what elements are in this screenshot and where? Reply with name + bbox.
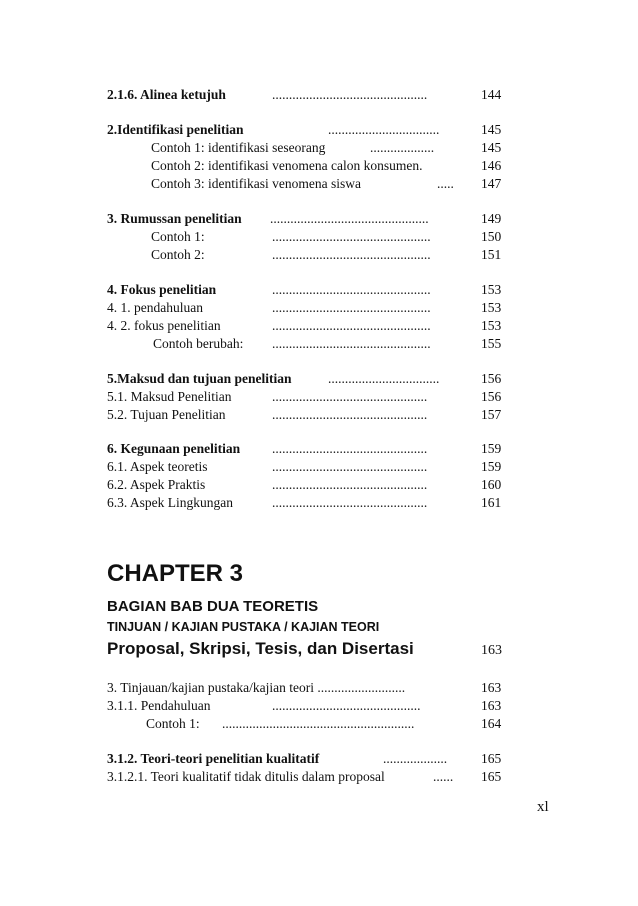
toc-entry-dots: ...... bbox=[433, 769, 454, 784]
toc-entry-dots: ............................................... bbox=[272, 247, 431, 262]
toc-entry bbox=[0, 476, 638, 494]
toc-entry-page: 146 bbox=[481, 158, 502, 173]
toc-entry bbox=[0, 370, 638, 388]
toc-entry-page: 159 bbox=[481, 441, 502, 456]
toc-entry-label: 6.3. Aspek Lingkungan bbox=[107, 495, 233, 510]
toc-entry-dots: .............................................. bbox=[272, 495, 428, 510]
toc-entry-page: 147 bbox=[481, 176, 502, 191]
toc-entry-label: Contoh 3: identifikasi venomena siswa bbox=[151, 176, 361, 191]
toc-entry-label: 4. 2. fokus penelitian bbox=[107, 318, 221, 333]
toc-entry bbox=[0, 281, 638, 299]
toc-entry-label: 6.1. Aspek teoretis bbox=[107, 459, 208, 474]
toc-entry-dots: .............................................. bbox=[272, 477, 428, 492]
toc-entry-dots: .............................................. bbox=[272, 441, 428, 456]
toc-entry-dots: ......................................................... bbox=[222, 716, 415, 731]
toc-entry-label: 3.1.2.1. Teori kualitatif tidak ditulis dalam proposal bbox=[107, 769, 385, 784]
toc-entry-dots: ................... bbox=[370, 140, 435, 155]
toc-entry-label: Contoh 2: identifikasi venomena calon konsumen. bbox=[151, 158, 423, 173]
toc-entry bbox=[0, 440, 638, 458]
toc-entry-page: 144 bbox=[481, 87, 502, 102]
toc-entry-page: 151 bbox=[481, 247, 502, 262]
toc-entry-dots: .............................................. bbox=[272, 87, 428, 102]
toc-entry-page: 150 bbox=[481, 229, 502, 244]
toc-entry-page: 163 bbox=[481, 643, 502, 658]
toc-entry-page: 145 bbox=[481, 140, 502, 155]
toc-entry bbox=[0, 139, 638, 157]
toc-entry-label: 5.1. Maksud Penelitian bbox=[107, 389, 232, 404]
toc-entry-label: Contoh berubah: bbox=[153, 336, 244, 351]
toc-entry-label: Contoh 2: bbox=[151, 247, 205, 262]
toc-entry bbox=[0, 406, 638, 424]
toc-entry-label: 6. Kegunaan penelitian bbox=[107, 441, 241, 456]
toc-entry-page: 155 bbox=[481, 336, 502, 351]
toc-entry bbox=[0, 335, 638, 353]
chapter-heading: CHAPTER 3 bbox=[107, 560, 244, 587]
toc-entry-page: 164 bbox=[481, 716, 502, 731]
toc-entry-label: Contoh 1: identifikasi seseorang bbox=[151, 140, 326, 155]
toc-entry-dots: ..... bbox=[437, 176, 454, 191]
toc-entry bbox=[0, 317, 638, 335]
toc-entry-page: 161 bbox=[481, 495, 502, 510]
toc-entry-page: 165 bbox=[481, 769, 502, 784]
toc-entry-page: 160 bbox=[481, 477, 502, 492]
toc-entry-page: 157 bbox=[481, 407, 502, 422]
toc-entry-dots: ................... bbox=[383, 751, 448, 766]
toc-entry bbox=[0, 768, 638, 786]
toc-entry-label: Contoh 1: bbox=[146, 716, 200, 731]
chapter-subtitle: BAGIAN BAB DUA TEORETIS bbox=[107, 598, 319, 615]
toc-entry-page: 145 bbox=[481, 122, 502, 137]
toc-entry-label: 3.1.2. Teori-teori penelitian kualitatif bbox=[107, 751, 320, 766]
toc-entry bbox=[0, 210, 638, 228]
toc-entry bbox=[0, 388, 638, 406]
toc-entry bbox=[0, 228, 638, 246]
toc-entry bbox=[0, 697, 638, 715]
toc-entry-dots: ................................. bbox=[328, 122, 440, 137]
toc-entry bbox=[0, 494, 638, 512]
toc-entry bbox=[0, 175, 638, 193]
toc-entry-page: 153 bbox=[481, 300, 502, 315]
toc-entry-page: 165 bbox=[481, 751, 502, 766]
toc-entry-label: 5.Maksud dan tujuan penelitian bbox=[107, 371, 292, 386]
toc-entry-page: 163 bbox=[481, 680, 502, 695]
toc-entry-page: 163 bbox=[481, 698, 502, 713]
toc-entry bbox=[0, 750, 638, 768]
toc-entry-label: Contoh 1: bbox=[151, 229, 205, 244]
toc-entry-dots: .............................................. bbox=[272, 407, 428, 422]
toc-entry-dots: ............................................ bbox=[272, 698, 421, 713]
toc-entry-page: 156 bbox=[481, 371, 502, 386]
toc-entry-label: 3. Tinjauan/kajian pustaka/kajian teori .......................... bbox=[107, 680, 406, 695]
toc-entry-dots: ............................................... bbox=[272, 336, 431, 351]
toc-entry-dots: .............................................. bbox=[272, 459, 428, 474]
toc-entry-label: 4. 1. pendahuluan bbox=[107, 300, 203, 315]
toc-entry-page: 153 bbox=[481, 318, 502, 333]
chapter-subtitle: TINJUAN / KAJIAN PUSTAKA / KAJIAN TEORI bbox=[107, 620, 380, 634]
toc-entry-label: 3.1.1. Pendahuluan bbox=[107, 698, 211, 713]
toc-entry-label: 2.Identifikasi penelitian bbox=[107, 122, 244, 137]
toc-entry-dots: .............................................. bbox=[272, 389, 428, 404]
toc-entry-dots: ............................................... bbox=[270, 211, 429, 226]
toc-entry-label: 2.1.6. Alinea ketujuh bbox=[107, 87, 226, 102]
chapter-subtitle-page-row bbox=[0, 642, 638, 660]
toc-entry-dots: ............................................... bbox=[272, 282, 431, 297]
toc-entry-label: 5.2. Tujuan Penelitian bbox=[107, 407, 226, 422]
toc-entry-dots: ............................................... bbox=[272, 300, 431, 315]
toc-entry bbox=[0, 157, 638, 175]
toc-entry-page: 159 bbox=[481, 459, 502, 474]
toc-entry-page: 156 bbox=[481, 389, 502, 404]
toc-entry bbox=[0, 715, 638, 733]
page-number: xl bbox=[537, 799, 549, 815]
toc-entry bbox=[0, 458, 638, 476]
toc-entry bbox=[0, 121, 638, 139]
toc-entry bbox=[0, 299, 638, 317]
toc-entry bbox=[0, 679, 638, 697]
toc-entry bbox=[0, 86, 638, 104]
toc-entry bbox=[0, 246, 638, 264]
toc-entry-dots: ............................................... bbox=[272, 318, 431, 333]
toc-entry-label: 6.2. Aspek Praktis bbox=[107, 477, 206, 492]
toc-entry-dots: ............................................... bbox=[272, 229, 431, 244]
toc-entry-label: 4. Fokus penelitian bbox=[107, 282, 217, 297]
chapter-subtitle: Proposal, Skripsi, Tesis, dan Disertasi bbox=[107, 639, 414, 658]
toc-entry-page: 153 bbox=[481, 282, 502, 297]
toc-entry-label: 3. Rumussan penelitian bbox=[107, 211, 242, 226]
toc-entry-page: 149 bbox=[481, 211, 502, 226]
toc-entry-dots: ................................. bbox=[328, 371, 440, 386]
